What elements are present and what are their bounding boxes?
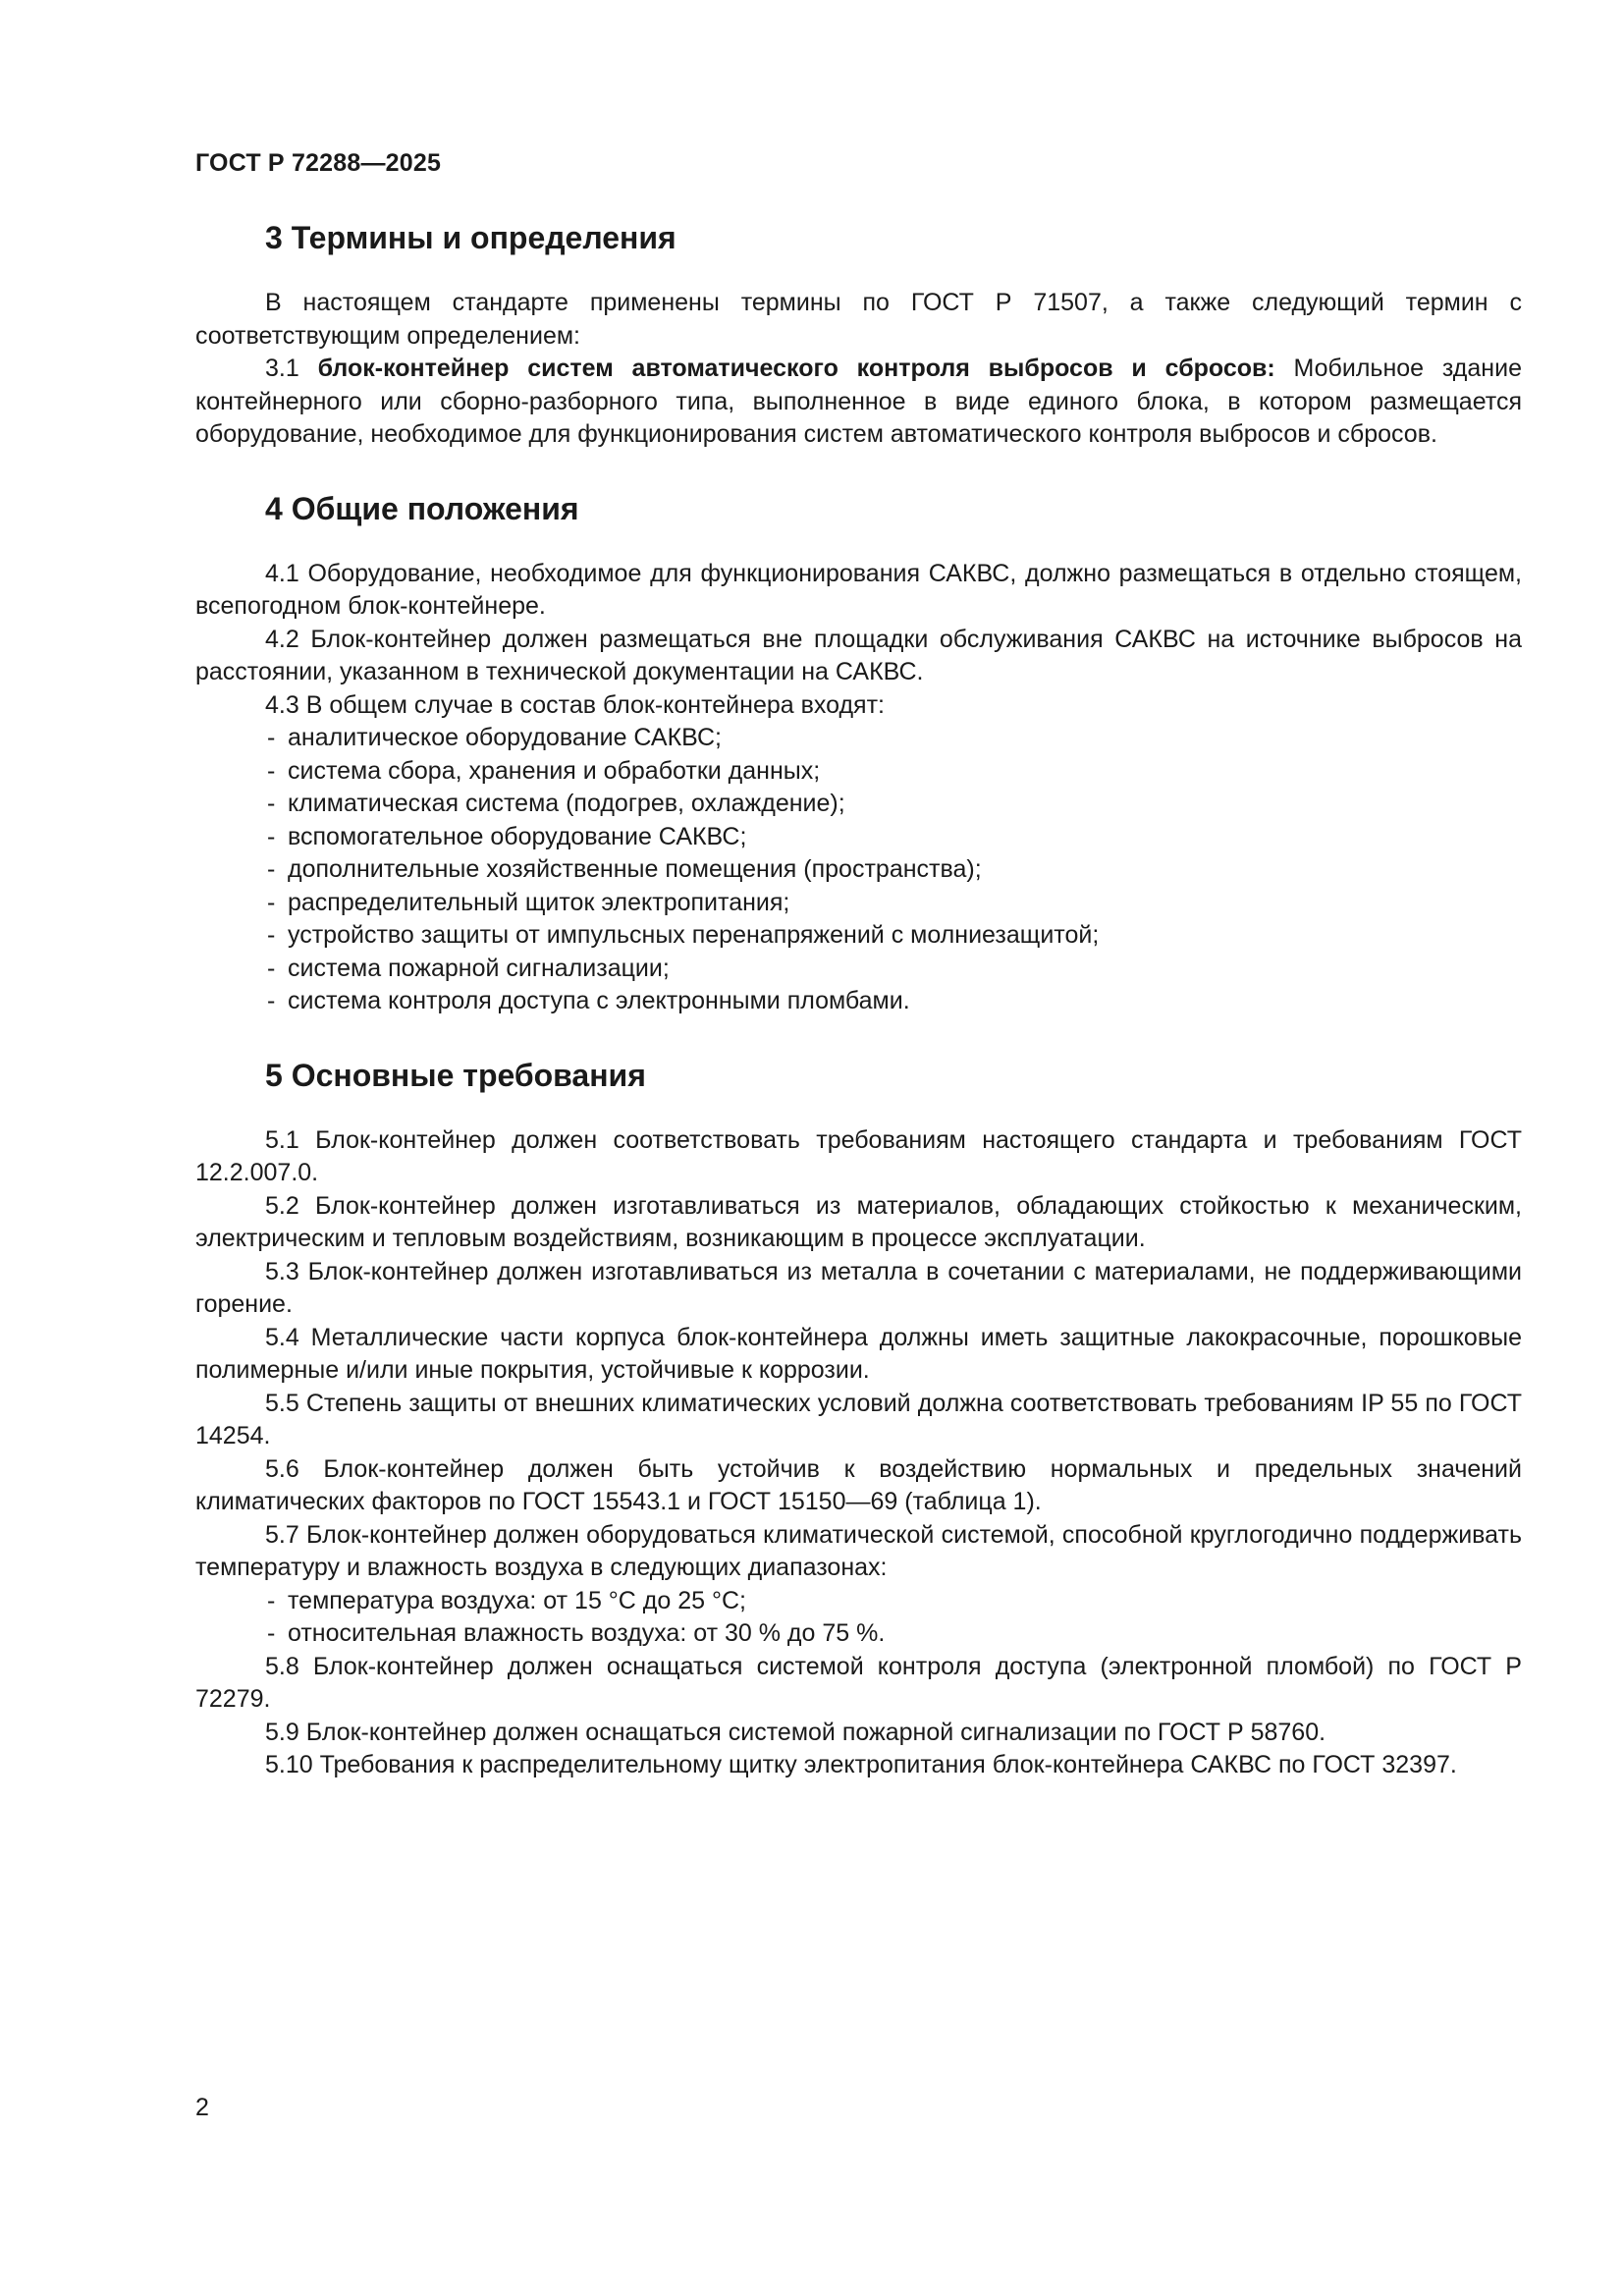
- section-3-title: 3 Термины и определения: [265, 220, 676, 255]
- clause-5-1: 5.1 Блок-контейнер должен соответствовать требованиям настоящего стандарта и требованиям ГОСТ 12.2.007.0.: [195, 1125, 1522, 1186]
- term-number: 3.1: [265, 355, 299, 382]
- clause-5-5: 5.5 Степень защиты от внешних климатических условий должна соответствовать требованиям IP 55 по ГОСТ 14254.: [195, 1389, 1522, 1449]
- section-5-list: [195, 1585, 1522, 1651]
- term-name: блок-контейнер систем автоматического контроля выбросов и сбросов:: [317, 355, 1275, 382]
- clause-4-1: 4.1 Оборудование, необходимое для функционирования САКВС, должно размещаться в отдельно стоящем, всепогодном блок-контейнере.: [195, 559, 1522, 620]
- list-item: - система пожарной сигнализации;: [265, 953, 1522, 986]
- document-body: [195, 218, 1522, 1782]
- list-item: - температура воздуха: от 15 °С до 25 °С;: [265, 1585, 1522, 1618]
- clause-4-3: 4.3 В общем случае в состав блок-контейнера входят:: [265, 690, 885, 719]
- clause-5-10: 5.10 Требования к распределительному щитку электропитания блок-контейнера САКВС по ГОСТ 32397.: [265, 1751, 1457, 1778]
- document-header: ГОСТ Р 72288—2025: [195, 149, 442, 177]
- list-item: - дополнительные хозяйственные помещения (пространства);: [265, 853, 1522, 887]
- list-item: - вспомогательное оборудование САКВС;: [265, 821, 1522, 854]
- page-number: 2: [195, 2094, 209, 2121]
- clause-4-2: 4.2 Блок-контейнер должен размещаться вне площадки обслуживания САКВС на источнике выбросов на расстоянии, указанном в технической документации на САКВС.: [195, 625, 1522, 685]
- section-4-list: [195, 722, 1522, 1018]
- section-spacer: [195, 1018, 1522, 1056]
- section-5-title: 5 Основные требования: [265, 1057, 646, 1093]
- section-3-intro: В настоящем стандарте применены термины по ГОСТ Р 71507, а также следующий термин с соответствующим определением:: [195, 289, 1522, 350]
- clause-5-8: 5.8 Блок-контейнер должен оснащаться системой контроля доступа (электронной пломбой) по ГОСТ Р 72279.: [195, 1652, 1522, 1713]
- section-spacer: [195, 452, 1522, 489]
- list-item: - устройство защиты от импульсных перенапряжений с молниезащитой;: [265, 919, 1522, 953]
- term-definition: Мобильное здание контейнерного или сборно-разборного типа, выполненное в виде единого блока, в котором размещается оборудование, необходимое для функционирования систем автоматического контроля выбросов и сбросов.: [195, 355, 1522, 448]
- clause-5-4: 5.4 Металлические части корпуса блок-контейнера должны иметь защитные лакокрасочные, порошковые полимерные и/или иные покрытия, устойчивые к коррозии.: [195, 1323, 1522, 1384]
- list-item: - климатическая система (подогрев, охлаждение);: [265, 788, 1522, 821]
- list-item: - аналитическое оборудование САКВС;: [265, 722, 1522, 755]
- section-4-title: 4 Общие положения: [265, 490, 579, 526]
- clause-5-2: 5.2 Блок-контейнер должен изготавливаться из материалов, обладающих стойкостью к механическим, электрическим и тепловым воздействиям, возникающим в процессе эксплуатации.: [195, 1191, 1522, 1252]
- list-item: - система контроля доступа с электронными пломбами.: [265, 985, 1522, 1018]
- clause-5-7: 5.7 Блок-контейнер должен оборудоваться климатической системой, способной круглогодично поддерживать температуру и влажность воздуха в следующих диапазонах:: [195, 1520, 1522, 1581]
- clause-5-9: 5.9 Блок-контейнер должен оснащаться системой пожарной сигнализации по ГОСТ Р 58760.: [265, 1718, 1326, 1746]
- clause-5-6: 5.6 Блок-контейнер должен быть устойчив к воздействию нормальных и предельных значений климатических факторов по ГОСТ 15543.1 и ГОСТ 15150—69 (таблица 1).: [195, 1454, 1522, 1515]
- list-item: - распределительный щиток электропитания;: [265, 887, 1522, 920]
- list-item: - относительная влажность воздуха: от 30 % до 75 %.: [265, 1617, 1522, 1651]
- term-3-1: [195, 353, 1522, 452]
- clause-5-3: 5.3 Блок-контейнер должен изготавливаться из металла в сочетании с материалами, не поддерживающими горение.: [195, 1257, 1522, 1318]
- list-item: - система сбора, хранения и обработки данных;: [265, 755, 1522, 789]
